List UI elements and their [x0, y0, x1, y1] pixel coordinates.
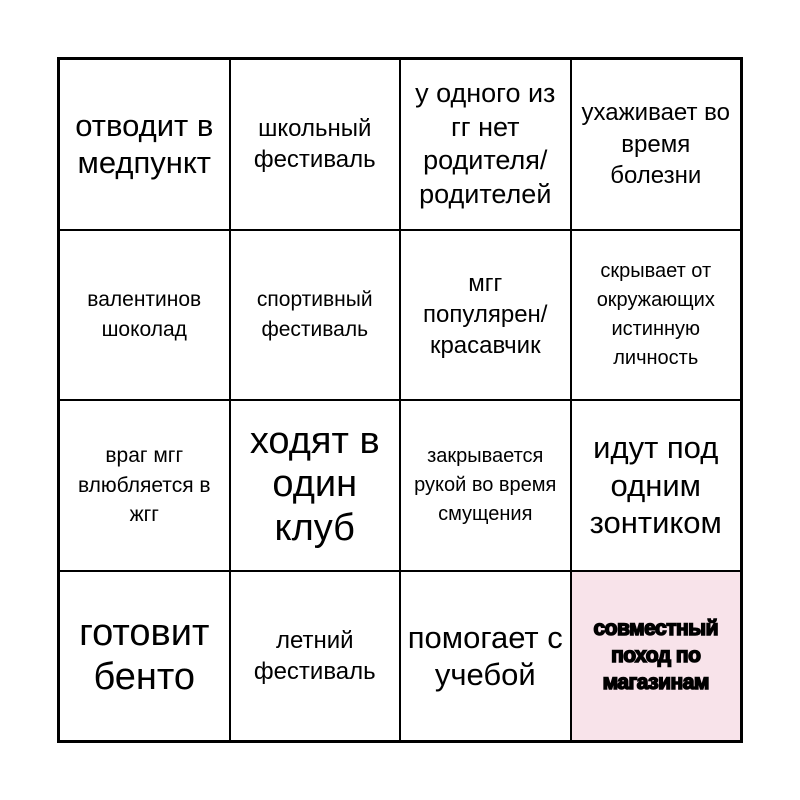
bingo-cell[interactable]: [230, 400, 401, 571]
cell-text: враг мгг влюбляется в жгг: [77, 444, 211, 526]
cell-text: летний фестиваль: [253, 626, 376, 685]
bingo-free-cell[interactable]: [571, 571, 742, 742]
bingo-cell[interactable]: [230, 59, 401, 230]
cell-text: ходят в один клуб: [249, 419, 380, 550]
bingo-cell[interactable]: [59, 400, 230, 571]
cell-text: помогает с учебой: [407, 619, 563, 692]
cell-text: у одного из гг нет родителя/ родителей: [415, 77, 556, 209]
bingo-cell[interactable]: [400, 400, 571, 571]
bingo-cell[interactable]: [571, 400, 742, 571]
bingo-cell[interactable]: [230, 571, 401, 742]
cell-text: скрывает от окружающих истинную личность: [596, 259, 715, 369]
bingo-cell[interactable]: [571, 230, 742, 401]
cell-text: ухаживает во время болезни: [581, 99, 730, 189]
cell-text: готовит бенто: [79, 612, 210, 698]
cell-text: мгг популярен/ красавчик: [423, 269, 548, 360]
bingo-board: [57, 57, 743, 743]
cell-text: закрывается рукой во время смущения: [414, 444, 557, 525]
bingo-cell[interactable]: [400, 230, 571, 401]
cell-text: спортивный фестиваль: [256, 288, 373, 341]
bingo-cell[interactable]: [59, 571, 230, 742]
bingo-cell[interactable]: [400, 571, 571, 742]
cell-text: школьный фестиваль: [253, 115, 376, 174]
bingo-cell[interactable]: [59, 230, 230, 401]
bingo-cell[interactable]: [59, 59, 230, 230]
cell-text: валентинов шоколад: [87, 288, 202, 341]
bingo-cell[interactable]: [400, 59, 571, 230]
cell-text: идут под одним зонтиком: [589, 430, 722, 540]
bingo-cell[interactable]: [230, 230, 401, 401]
bingo-cell[interactable]: [571, 59, 742, 230]
cell-text: совместный поход по магазинам: [593, 616, 719, 695]
cell-text: отводит в медпункт: [75, 108, 214, 181]
